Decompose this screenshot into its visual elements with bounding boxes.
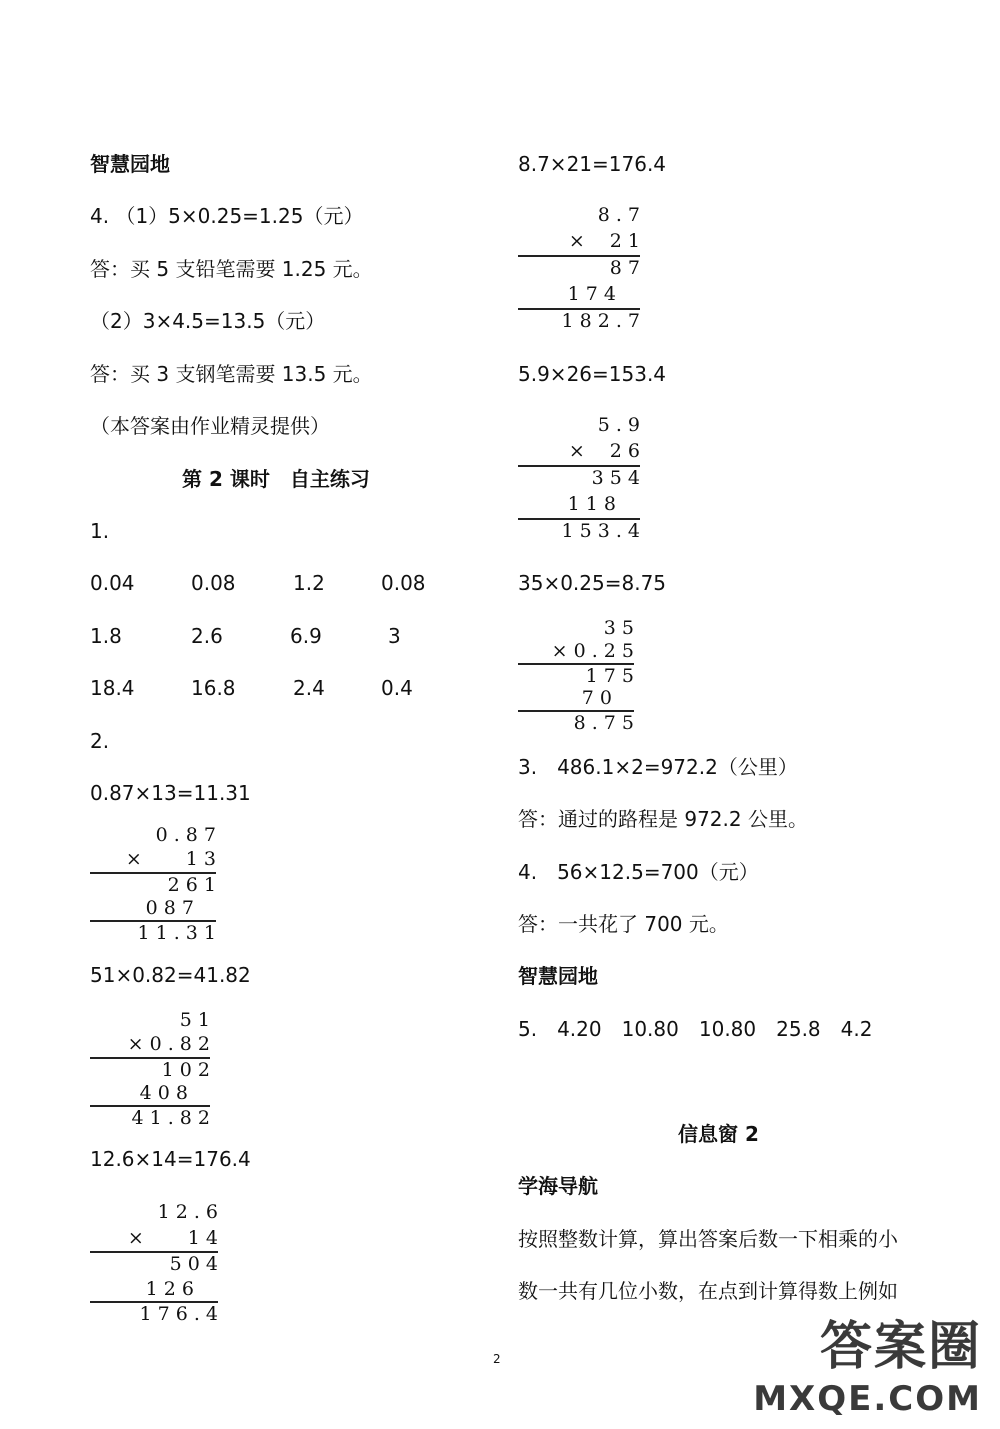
answer-4-1: 答：买 5 支铅笔需要 1.25 元。 — [90, 257, 373, 281]
vertical-calc-3 — [90, 1201, 218, 1325]
calc-row: × 2 1 — [568, 230, 640, 252]
calc-row: 7 0 — [581, 687, 612, 709]
answer-cell: 18.4 — [90, 676, 135, 700]
answer-3: 答：通过的路程是 972.2 公里。 — [518, 807, 808, 831]
equation-5: 5.9×26=153.4 — [518, 362, 667, 386]
question-4: 4. 56×12.5=700（元） — [518, 860, 759, 884]
answer-cell: 6.9 — [290, 624, 322, 648]
calc-row: 1 7 5 — [585, 665, 634, 687]
answer-4: 答：一共花了 700 元。 — [518, 912, 729, 936]
section-title: 信息窗 2 — [678, 1122, 759, 1146]
answer-cell: 3 — [388, 624, 401, 648]
calc-row: 4 0 8 — [139, 1082, 188, 1104]
vertical-calc-5 — [518, 414, 640, 542]
watermark-bottom: MXQE.COM — [753, 1379, 982, 1419]
exercise-1-label: 1. — [90, 519, 110, 543]
question-3: 3. 486.1×2=972.2（公里） — [518, 755, 798, 779]
calc-row: 8 7 — [609, 257, 640, 279]
calc-row: × 1 3 — [125, 848, 216, 870]
answer-cell: 1.8 — [90, 624, 122, 648]
calc-row: 1 0 2 — [161, 1059, 210, 1081]
calc-row: × 0 . 8 2 — [127, 1033, 210, 1055]
question-4-2: （2）3×4.5=13.5（元） — [90, 309, 326, 333]
calc-row: 1 2 6 — [145, 1278, 194, 1300]
answer-cell: 0.08 — [381, 571, 426, 595]
page-number: 2 — [493, 1352, 501, 1366]
paragraph-line-1: 按照整数计算，算出答案后数一下相乘的小 — [518, 1227, 898, 1251]
equation-3: 12.6×14=176.4 — [90, 1147, 251, 1171]
calc-row: 8 . 7 5 — [573, 712, 634, 734]
source-note: （本答案由作业精灵提供） — [90, 414, 330, 438]
heading-zhihui-2: 智慧园地 — [518, 964, 598, 988]
vertical-calc-2 — [90, 1009, 210, 1129]
calc-row: 1 7 6 . 4 — [139, 1303, 218, 1325]
calc-row: 1 1 . 3 1 — [137, 922, 216, 944]
question-4-1: 4. （1）5×0.25=1.25（元） — [90, 204, 364, 228]
calc-row: 1 1 8 — [567, 493, 616, 515]
answer-cell: 0.04 — [90, 571, 135, 595]
vertical-calc-4 — [518, 204, 640, 332]
calc-row: × 1 4 — [127, 1227, 218, 1249]
vertical-calc-6 — [518, 617, 634, 735]
exercise-2-label: 2. — [90, 729, 110, 753]
answer-cell: 0.4 — [381, 676, 413, 700]
calc-row: 1 2 . 6 — [157, 1201, 218, 1223]
equation-1: 0.87×13=11.31 — [90, 781, 251, 805]
calc-row: 3 5 — [603, 617, 634, 639]
equation-4: 8.7×21=176.4 — [518, 152, 667, 176]
vertical-calc-1 — [90, 824, 216, 944]
heading-xuehai: 学海导航 — [518, 1174, 598, 1198]
calc-row: 5 . 9 — [597, 414, 640, 436]
paragraph-line-2: 数一共有几位小数，在点到计算得数上例如 — [518, 1279, 898, 1303]
answer-cell: 16.8 — [191, 676, 236, 700]
calc-row: × 0 . 2 5 — [551, 640, 634, 662]
calc-row: 0 . 8 7 — [155, 824, 216, 846]
calc-row: 5 1 — [179, 1009, 210, 1031]
answer-4-2: 答：买 3 支钢笔需要 13.5 元。 — [90, 362, 373, 386]
answer-cell: 0.08 — [191, 571, 236, 595]
calc-row: 5 0 4 — [169, 1253, 218, 1275]
calc-row: 8 . 7 — [597, 204, 640, 226]
calc-row: 4 1 . 8 2 — [131, 1107, 210, 1129]
watermark-top: 答案圈 — [819, 1317, 982, 1377]
answer-cell: 2.6 — [191, 624, 223, 648]
watermark-logo — [753, 1304, 982, 1419]
calc-row: 0 8 7 — [145, 897, 194, 919]
lesson-title: 第 2 课时 自主练习 — [182, 467, 370, 491]
answer-cell: 2.4 — [293, 676, 325, 700]
calc-row: 1 5 3 . 4 — [561, 520, 640, 542]
equation-2: 51×0.82=41.82 — [90, 963, 251, 987]
question-5: 5. 4.20 10.80 10.80 25.8 4.2 — [518, 1017, 873, 1041]
calc-row: × 2 6 — [568, 440, 640, 462]
calc-row: 1 7 4 — [567, 283, 616, 305]
calc-row: 2 6 1 — [167, 874, 216, 896]
calc-row: 3 5 4 — [591, 467, 640, 489]
calc-row: 1 8 2 . 7 — [561, 310, 640, 332]
answer-cell: 1.2 — [293, 571, 325, 595]
equation-6: 35×0.25=8.75 — [518, 571, 667, 595]
heading-zhihui: 智慧园地 — [90, 152, 170, 176]
